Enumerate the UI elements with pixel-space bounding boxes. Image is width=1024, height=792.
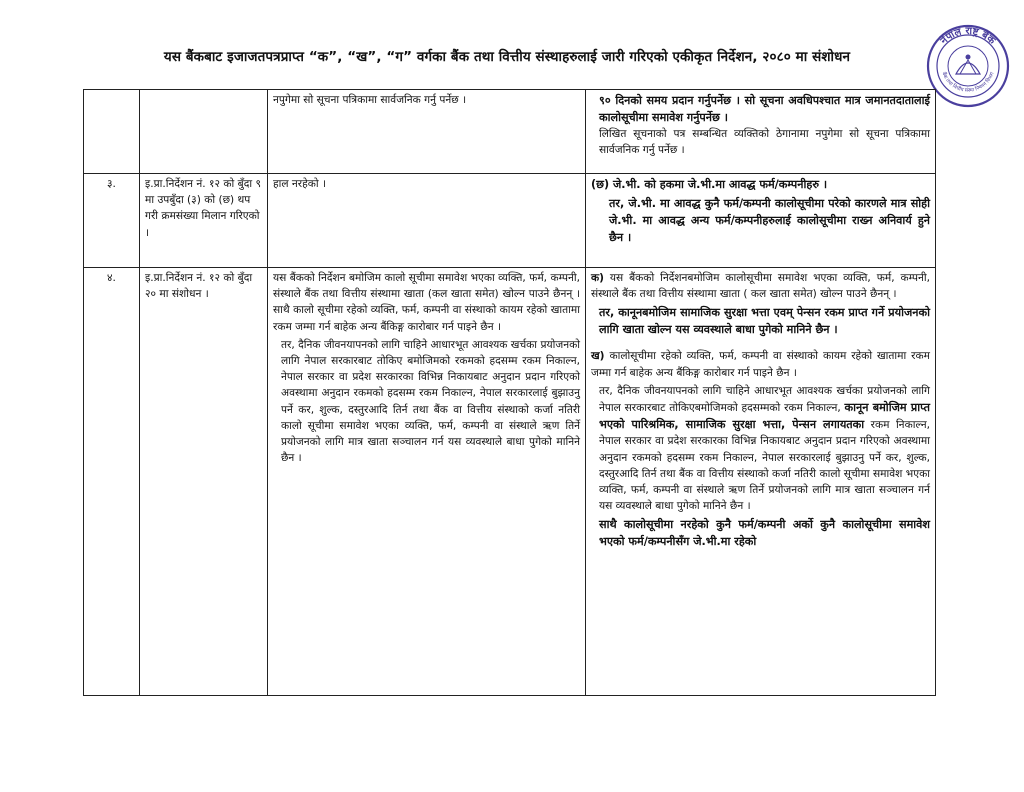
amended-bold-text: तर, जे.भी. मा आवद्ध कुनै फर्म/कम्पनी कालोसूचीमा परेको कारणले मात्र सोही जे.भी. मा आवद्ध अन्य फर्म/कम्पनीहरुलाई कालोसूचीमा राख्न अनिवार्य हुने छैन । <box>609 197 930 244</box>
serial-cell: ४. <box>84 268 140 696</box>
reference-cell: इ.प्रा.निर्देशन नं. १२ को बुँदा ९ मा उपबुँदा (३) को (छ) थप गरी क्रमसंख्या मिलान गरिएको । <box>140 174 268 268</box>
amended-bold-text: ९० दिनको समय प्रदान गर्नुपर्नेछ । सो सूचना अवधिपश्चात मात्र जमानतदातालाई कालोसूचीमा समावेश गर्नुपर्नेछ । <box>599 94 930 124</box>
current-paragraph-2: तर, दैनिक जीवनयापनको लागि चाहिने आधारभूत आवश्यक खर्चका प्रयोजनको लागि नेपाल सरकारबाट तोकिए बमोजिमको रकमको हदसम्म रकम निकाल्न, नेपाल सरकार वा प्रदेश सरकारका विभिन्न निकायबाट अनुदान प्रदान गरिएको अवस्थामा अनुदान रकमको हदसम्म रकम निकाल्न, नेपाल सरकारलाई बुझाउनु पर्ने कर, शुल्क, दस्तुरआदि तिर्न तथा बैंक वा वित्तीय संस्थाको कर्जा नतिरी कालो सूचीमा समावेश भएका व्यक्ति, फर्म, कम्पनी वा संस्थाले ऋण तिर्ने प्रयोजनको लागि मात्र खाता सञ्चालन गर्न यस व्यवस्थाले बाधा पुगेको मानिने छैन । <box>281 338 580 465</box>
current-text: हाल नरहेको । <box>273 178 327 190</box>
clause-kha-text: कालोसूचीमा रहेको व्यक्ति, फर्म, कम्पनी वा संस्थाको कायम रहेको खातामा रकम जम्मा गर्न बाहेक अन्य बैंकिङ्ग कारोबार गर्न पाइने छैन । <box>591 350 930 379</box>
clause-ka-label: क) <box>591 272 604 284</box>
table-row <box>84 174 936 268</box>
serial-cell <box>84 90 140 174</box>
current-provision-cell <box>268 174 586 268</box>
amended-provision-cell <box>586 268 936 696</box>
clause-kha-bold: कानून बमोजिम प्राप्त भएको पारिश्रमिक, सामाजिक सुरक्षा भत्ता, पेन्सन लगायतका <box>599 401 930 432</box>
reference-cell <box>140 90 268 174</box>
clause-kha-text-b: रकम निकाल्न, नेपाल सरकार वा प्रदेश सरकारका विभिन्न निकायबाट अनुदान प्रदान गरिएको अवस्थामा अनुदान रकमको हदसम्म रकम निकाल्न, नेपाल सरकारलाई बुझाउनु पर्ने कर, शुल्क, दस्तुरआदि तिर्न तथा बैंक वा वित्तीय संस्थाको कर्जा नतिरी कालो सूचीमा समावेश भएका व्यक्ति, फर्म, कम्पनी वा संस्थाले ऋण तिर्ने प्रयोजनको लागि मात्र खाता सञ्चालन गर्न यस व्यवस्थाले बाधा पुगेको मानिने छैन । <box>599 419 930 513</box>
current-provision-cell <box>268 90 586 174</box>
amended-heading: (छ) जे.भी. को हकमा जे.भी.मा आवद्ध फर्म/कम्पनीहरु । <box>591 178 828 191</box>
amended-provision-cell <box>586 174 936 268</box>
current-provision-cell <box>268 268 586 696</box>
page-title: यस बैंकबाट इजाजतपत्रप्राप्त “क”, “ख”, “ग” वर्गका बैंक तथा वित्तीय संस्थाहरुलाई जारी गरिएको एकीकृत निर्देशन, २०८० मा संशोधन <box>163 49 851 65</box>
clause-kha-label: ख) <box>591 350 605 363</box>
serial-cell: ३. <box>84 174 140 268</box>
table-row <box>84 268 936 696</box>
amended-text: लिखित सूचनाको पत्र सम्बन्धित व्यक्तिको ठेगानामा नपुगेमा सो सूचना पत्रिकामा सार्वजनिक गर्नु पर्नेछ । <box>599 128 930 157</box>
clause-ka-bold: तर, कानूनबमोजिम सामाजिक सुरक्षा भत्ता एवम् पेन्सन रकम प्राप्त गर्ने प्रयोजनको लागि खाता खोल्न यस व्यवस्थाले बाधा पुगेको मानिने छैन । <box>599 306 930 337</box>
current-text: नपुगेमा सो सूचना पत्रिकामा सार्वजनिक गर्नु पर्नेछ । <box>273 94 467 106</box>
reference-cell: इ.प्रा.निर्देशन नं. १२ को बुँदा २० मा संशोधन । <box>140 268 268 696</box>
amended-provision-cell <box>586 90 936 174</box>
svg-text:बैंक तथा वित्तीय संस्था नियमन: बैंक तथा वित्तीय संस्था नियमन विभाग <box>940 71 996 94</box>
table-row <box>84 90 936 174</box>
clause-kha-bold-end: साथै कालोसूचीमा नरहेको कुनै फर्म/कम्पनी अर्को कुनै कालोसूचीमा समावेश भएको फर्म/कम्पनीसँग जे.भी.मा रहेको <box>599 518 930 549</box>
amendment-table <box>83 89 936 696</box>
clause-ka-text: यस बैंकको निर्देशनबमोजिम कालोसूचीमा समावेश भएका व्यक्ति, फर्म, कम्पनी, संस्थाले बैंक तथा वित्तीय संस्थामा खाता ( कल खाता समेत) खोल्न पाउने छैनन् । <box>591 272 930 301</box>
central-bank-seal-icon <box>926 24 1010 108</box>
current-paragraph-1: यस बैंकको निर्देशन बमोजिम कालो सूचीमा समावेश भएका व्यक्ति, फर्म, कम्पनी, संस्थाले बैंक तथा वित्तीय संस्थामा खाता (कल खाता समेत) खोल्न पाउने छैनन् । साथै कालो सूचीमा रहेको व्यक्ति, फर्म, कम्पनी वा संस्थाको कायम रहेको खातामा रकम जम्मा गर्न बाहेक अन्य बैंकिङ्ग कारोबार गर्न पाइने छैन । <box>273 272 580 333</box>
clause-kha-text-a: तर, दैनिक जीवनयापनको लागि चाहिने आधारभूत आवश्यक खर्चका प्रयोजनको लागि नेपाल सरकारबाट तोकिएबमोजिमको हदसम्मको रकम निकाल्न, <box>599 384 930 415</box>
svg-text:नेपाल राष्ट्र बैंक: नेपाल राष्ट्र बैंक <box>938 25 998 47</box>
